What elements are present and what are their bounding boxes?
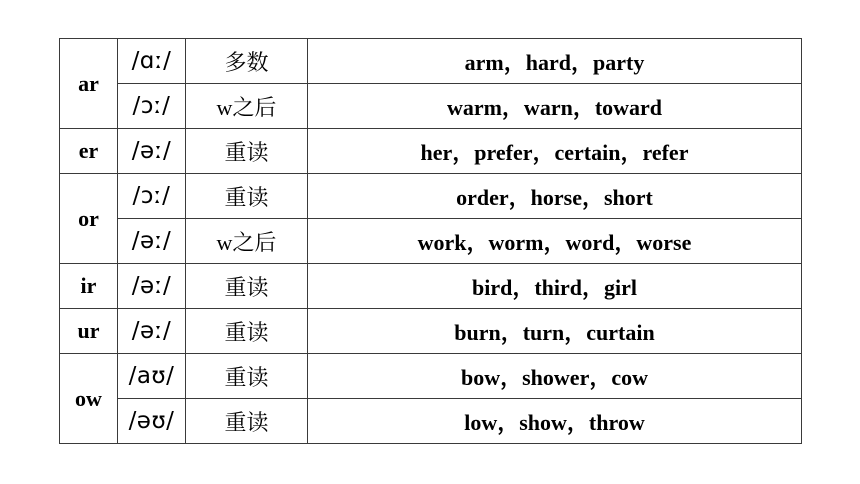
table-row [60, 129, 802, 174]
ipa-cell: /ɑː/ [118, 39, 186, 84]
note-cell: 重读 [186, 399, 308, 444]
table-row [60, 219, 802, 264]
words-cell: bow，shower，cow [308, 354, 802, 399]
note-cell: 重读 [186, 174, 308, 219]
words-cell: work，worm，word，worse [308, 219, 802, 264]
note-cell: w之后 [186, 84, 308, 129]
letter-cell: ir [60, 264, 118, 309]
ipa-cell: /ɔː/ [118, 84, 186, 129]
letter-cell: or [60, 174, 118, 264]
words-cell: warm，warn，toward [308, 84, 802, 129]
table-row [60, 264, 802, 309]
ipa-cell: /əː/ [118, 219, 186, 264]
letter-cell: ur [60, 309, 118, 354]
ipa-cell: /əː/ [118, 129, 186, 174]
ipa-cell: /ɔː/ [118, 174, 186, 219]
phonics-table [59, 38, 802, 444]
note-cell: 重读 [186, 309, 308, 354]
words-cell: bird，third，girl [308, 264, 802, 309]
note-cell: 多数 [186, 39, 308, 84]
table-row [60, 174, 802, 219]
words-cell: low，show，throw [308, 399, 802, 444]
letter-cell: er [60, 129, 118, 174]
words-cell: burn，turn，curtain [308, 309, 802, 354]
words-cell: her，prefer，certain，refer [308, 129, 802, 174]
table-row [60, 354, 802, 399]
table-row [60, 84, 802, 129]
ipa-cell: /əʊ/ [118, 399, 186, 444]
ipa-cell: /əː/ [118, 264, 186, 309]
ipa-cell: /aʊ/ [118, 354, 186, 399]
note-cell: w之后 [186, 219, 308, 264]
ipa-cell: /əː/ [118, 309, 186, 354]
words-cell: arm，hard，party [308, 39, 802, 84]
table-row [60, 309, 802, 354]
note-cell: 重读 [186, 264, 308, 309]
letter-cell: ow [60, 354, 118, 444]
table-row [60, 399, 802, 444]
note-cell: 重读 [186, 129, 308, 174]
words-cell: order，horse，short [308, 174, 802, 219]
note-cell: 重读 [186, 354, 308, 399]
table-row [60, 39, 802, 84]
letter-cell: ar [60, 39, 118, 129]
